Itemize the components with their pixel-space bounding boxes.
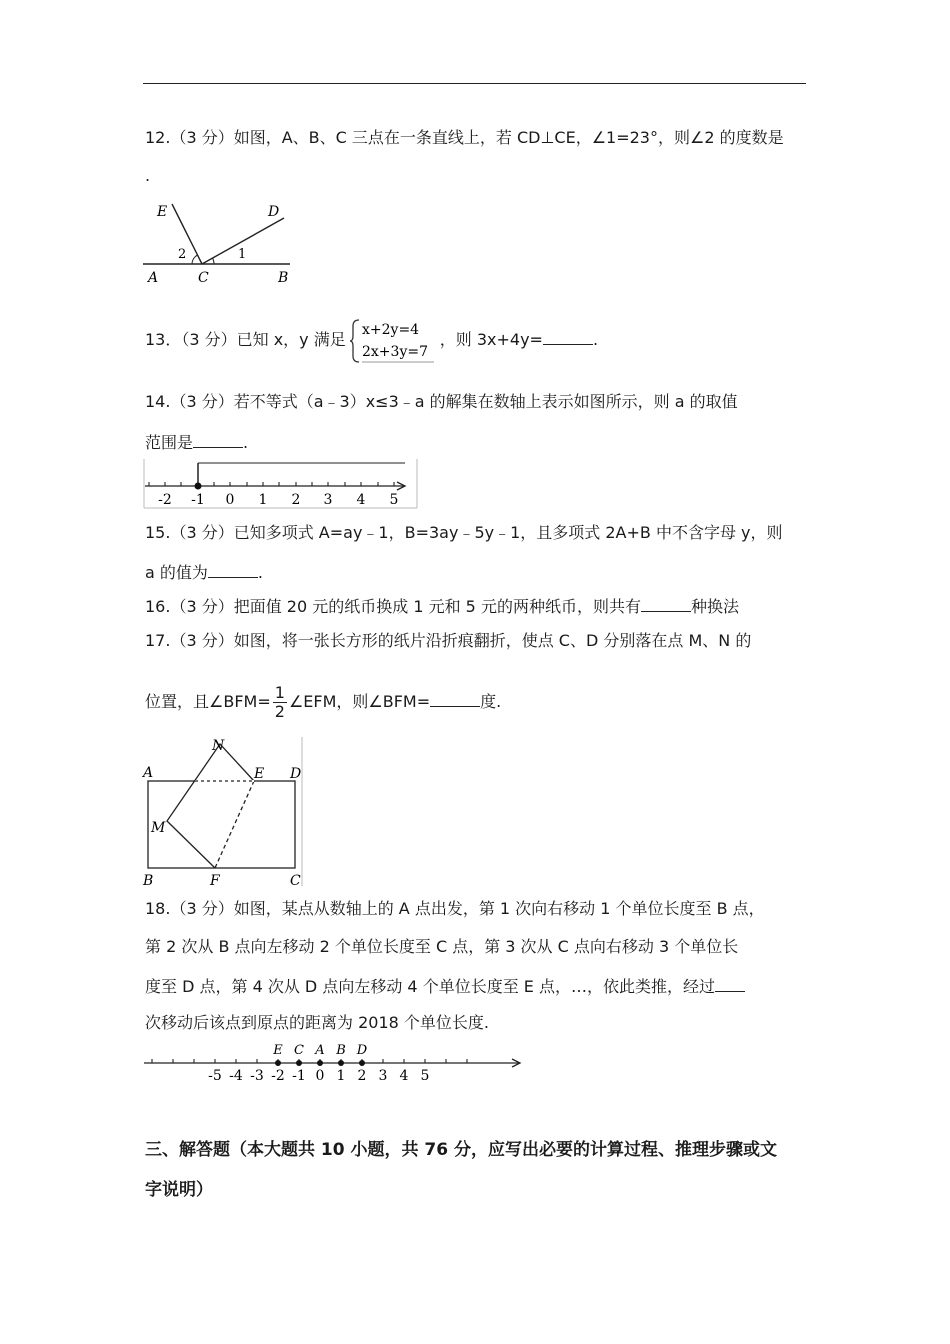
q18-line3 [145,974,745,998]
q16-answer-blank[interactable] [641,594,691,612]
q14-answer-blank[interactable] [193,430,243,448]
q14-line2a: 范围是 [145,433,194,452]
q18-tick-label: -4 [229,1068,243,1084]
q18-point-a [317,1060,323,1066]
q16-line [145,594,739,618]
q18-line1: 18.（3 分）如图，某点从数轴上的 A 点出发，第 1 次向右移动 1 个单位长度至 B 点， [145,899,765,918]
q18-point-label: A [315,1043,325,1058]
q18-tick-label: -5 [208,1068,222,1084]
q17-label-a: A [143,765,154,781]
q17-line2a: 位置，且∠BFM= [145,692,271,711]
q13-line [145,316,598,364]
q14-tick-label: 0 [225,492,235,508]
q18-line3a: 度至 D 点，第 4 次从 D 点向左移动 4 个单位长度至 E 点，…，依此类推，经过 [145,977,715,996]
q18-point-label: B [336,1043,346,1058]
q13-suffix-a: ，则 3x+4y= [439,330,543,349]
q18-point-label: E [273,1043,283,1058]
q17-line2b: ∠EFM，则∠BFM= [288,692,431,711]
q18-tick-label: 1 [336,1068,346,1084]
q13-answer-blank[interactable] [543,327,593,345]
q18-point-label: D [356,1043,368,1058]
q15-line1: 15.（3 分）已知多项式 A=ay﹣1，B=3ay﹣5y﹣1，且多项式 2A+B 中不含字母 y，则 [145,523,783,542]
q18-tick-label: 2 [357,1068,367,1084]
q18-line2: 第 2 次从 B 点向左移动 2 个单位长度至 C 点，第 3 次从 C 点向右移动 3 个单位长 [145,937,739,956]
q18-tick-label: -1 [292,1068,306,1084]
q12-line1: 12.（3 分）如图，A、B、C 三点在一条直线上，若 CD⊥CE，∠1=23°，则∠2 的度数是 [145,128,784,147]
q14-tick-label: 1 [258,492,268,508]
q13-eq2: 2x+3y=7 [361,343,428,360]
q12-label-e: E [157,204,168,220]
q17-label-d: D [290,766,302,782]
q14-number-line [143,458,419,510]
q14-line2b: . [243,433,249,452]
q18-tick-label: 0 [315,1068,325,1084]
q18-line4: 次移动后该点到原点的距离为 2018 个单位长度. [145,1013,489,1032]
q17-label-b: B [143,873,154,888]
q12-label-angle2: 2 [178,247,187,262]
q16-line1a: 16.（3 分）把面值 20 元的纸币换成 1 元和 5 元的两种纸币，则共有 [145,597,641,616]
q18-tick-label: -2 [271,1068,285,1084]
q18-number-line [142,1040,526,1086]
q18-point-e [275,1060,281,1066]
q18-tick-label: 5 [420,1068,430,1084]
section3-heading-line1: 三、解答题（本大题共 10 小题，共 76 分，应写出必要的计算过程、推理步骤或文 [145,1140,777,1160]
header-rule [143,83,806,84]
q18-tick-label: -3 [250,1068,264,1084]
q13-suffix-b: . [592,330,599,349]
q17-label-f: F [210,873,220,888]
q14-tick-label: -2 [158,492,172,508]
q17-line1: 17.（3 分）如图，将一张长方形的纸片沿折痕翻折，使点 C、D 分别落在点 M、N 的 [145,631,752,650]
q14-line2 [145,430,248,454]
q12-label-a: A [148,270,159,286]
q17-figure [142,736,306,888]
q15-line2 [145,560,263,584]
q14-tick-label: -1 [191,492,205,508]
q13-eq1: x+2y=4 [361,321,419,338]
q17-label-n: N [212,738,225,754]
q14-tick-label: 3 [323,492,333,508]
q17-answer-blank[interactable] [430,689,480,707]
q13-system [350,318,436,364]
q18-point-d [359,1060,365,1066]
q18-point-b [338,1060,344,1066]
q18-tick-label: 4 [399,1068,409,1084]
q15-line2b: . [257,563,263,582]
q12-label-c: C [198,270,209,286]
q18-point-c [296,1060,302,1066]
q12-line2: . [145,166,151,185]
q14-line1: 14.（3 分）若不等式（a﹣3）x≤3﹣a 的解集在数轴上表示如图所示，则 a 的取值 [145,392,738,411]
q13-prefix: 13．（3 分）已知 x，y 满足 [145,330,346,349]
q18-tick-label: 3 [378,1068,388,1084]
q15-answer-blank[interactable] [208,560,258,578]
q17-frac-num: 1 [274,683,285,702]
q14-tick-label: 5 [389,492,399,508]
q17-label-c: C [290,873,301,888]
q12-label-d: D [268,204,280,220]
q14-tick-label: 4 [356,492,366,508]
q15-line2a: a 的值为 [145,563,208,582]
q17-line2c: 度. [480,692,502,711]
q18-point-label: C [294,1043,304,1058]
q12-label-angle1: 1 [238,247,247,262]
q18-answer-blank[interactable] [715,974,745,992]
q17-label-m: M [151,820,166,836]
q17-line2 [145,680,501,724]
q16-line1b: 种换法 [690,597,739,616]
q17-frac-den: 2 [274,702,285,721]
q14-tick-label: 2 [291,492,301,508]
q14-solid-point [195,483,202,490]
q17-fraction [273,684,287,721]
q12-label-b: B [278,270,289,286]
q12-figure [140,196,300,288]
q17-label-e: E [254,766,265,782]
section3-heading-line2: 字说明） [145,1180,213,1200]
